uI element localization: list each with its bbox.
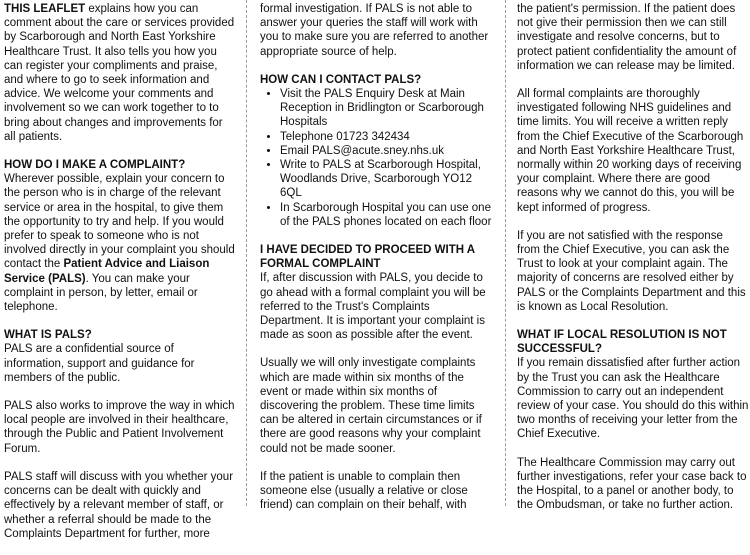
heading-local-resolution: WHAT IF LOCAL RESOLUTION IS NOT SUCCESSFUL? bbox=[517, 329, 727, 356]
heading-make-complaint: HOW DO I MAKE A COMPLAINT? bbox=[4, 159, 186, 172]
pals-name: Patient Advice and Liaison Service (PALS) bbox=[4, 258, 210, 285]
column-divider bbox=[246, 0, 247, 506]
proceed-paragraph: If the patient is unable to complain then someone else (usually a relative or close friend) can complain on their behalf, with bbox=[260, 470, 468, 512]
pals-paragraph: PALS are a confidential source of information, support and guidance for members of the public. bbox=[4, 343, 195, 384]
proceed-paragraph: If, after discussion with PALS, you decide to go ahead with a formal complaint you will be referred to the Trust's Complaints Department. It is important your complaint is made as soon as possible after the event. bbox=[260, 272, 486, 342]
local-paragraph: If you remain dissatisfied after further action by the Trust you can ask the Healthcare Commission to carry out an independent review of your case. You should do this within two months of receiving your letter from the Chief Executive. bbox=[517, 357, 749, 441]
column-left bbox=[4, 2, 236, 555]
pals-continued-paragraph: formal investigation. If PALS is not able to answer your queries the staff will work with you to make sure you are referred to another appropriate source of help. bbox=[260, 3, 489, 58]
contact-item: • Telephone 01723 342434 bbox=[280, 130, 492, 144]
contact-item: • In Scarborough Hospital you can use one of the PALS phones located on each floor bbox=[280, 201, 492, 229]
heading-proceed-formal: I HAVE DECIDED TO PROCEED WITH A FORMAL COMPLAINT bbox=[260, 244, 475, 271]
permission-paragraph: the patient's permission. If the patient does not give their permission then we can still investigate and resolve concerns, but to protect patient confidentiality the amount of information we can release may be limited. bbox=[517, 3, 737, 72]
pals-paragraph: PALS also works to improve the way in which local people are involved in their healthcare, through the Public and Patient Involvement Forum. bbox=[4, 400, 235, 455]
proceed-paragraph: Usually we will only investigate complaints which are made within six months of the event or made within six months of discovering the problem. These time limits can be altered in certain circumstances or if there are good reasons why your complaint could not be made sooner. bbox=[260, 357, 482, 455]
contact-item: • Email PALS@acute.sney.nhs.uk bbox=[280, 144, 492, 158]
column-right bbox=[517, 2, 749, 527]
complaint-paragraph bbox=[4, 172, 236, 314]
intro-lead: THIS LEAFLET bbox=[4, 3, 86, 15]
intro-paragraph bbox=[4, 2, 236, 144]
local-paragraph: The Healthcare Commission may carry out further investigations, refer your case back to the Hospital, to a panel or another body, to the Ombudsman, or take no further action. bbox=[517, 456, 747, 512]
complaint-text-end: . You can make your complaint in person, by letter, email or telephone. bbox=[4, 272, 198, 314]
column-middle bbox=[260, 2, 492, 527]
heading-contact-pals: HOW CAN I CONTACT PALS? bbox=[260, 73, 422, 86]
formal-paragraph: If you are not satisfied with the response from the Chief Executive, you can ask the Trust to look at your complaint again. The majority of concerns are resolved either by PALS or the Complaints Department and this is known as Local Resolution. bbox=[517, 229, 746, 313]
complaint-text: Wherever possible, explain your concern to the person who is in charge of the relevant service or area in the hospital, to give them the opportunity to try and help. If you would prefer to speak to someone who is not involved directly in your complaint you should contact the bbox=[4, 173, 235, 271]
intro-text: explains how you can comment about the care or services provided by Scarborough and North East Yorkshire Healthcare Trust. It also tells you how you can register your compliments and praise, and where to go to seek information and advice. We welcome your comments and involvement so we can work together to to bring about changes and improvements for all patients. bbox=[4, 3, 235, 143]
heading-what-is-pals: WHAT IS PALS? bbox=[4, 329, 92, 342]
pals-paragraph: PALS staff will discuss with you whether your concerns can be dealt with quickly and effectively by a relevant member of staff, or whether a referral should be made to the Complaints Department for further, more bbox=[4, 470, 234, 540]
contact-list bbox=[260, 87, 492, 229]
contact-item: • Visit the PALS Enquiry Desk at Main Reception in Bridlington or Scarborough Hospitals bbox=[280, 87, 492, 130]
contact-item: • Write to PALS at Scarborough Hospital, Woodlands Drive, Scarborough YO12 6QL bbox=[280, 158, 492, 201]
column-divider bbox=[505, 0, 506, 506]
formal-paragraph: All formal complaints are thoroughly investigated following NHS guidelines and time limits. You will receive a written reply from the Chief Executive of the Scarborough and North East Yorkshire Healthcare Trust, normally within 20 working days of receiving your complaint. Where there are good reasons why we cannot do this, you will be kept informed of progress. bbox=[517, 88, 744, 214]
